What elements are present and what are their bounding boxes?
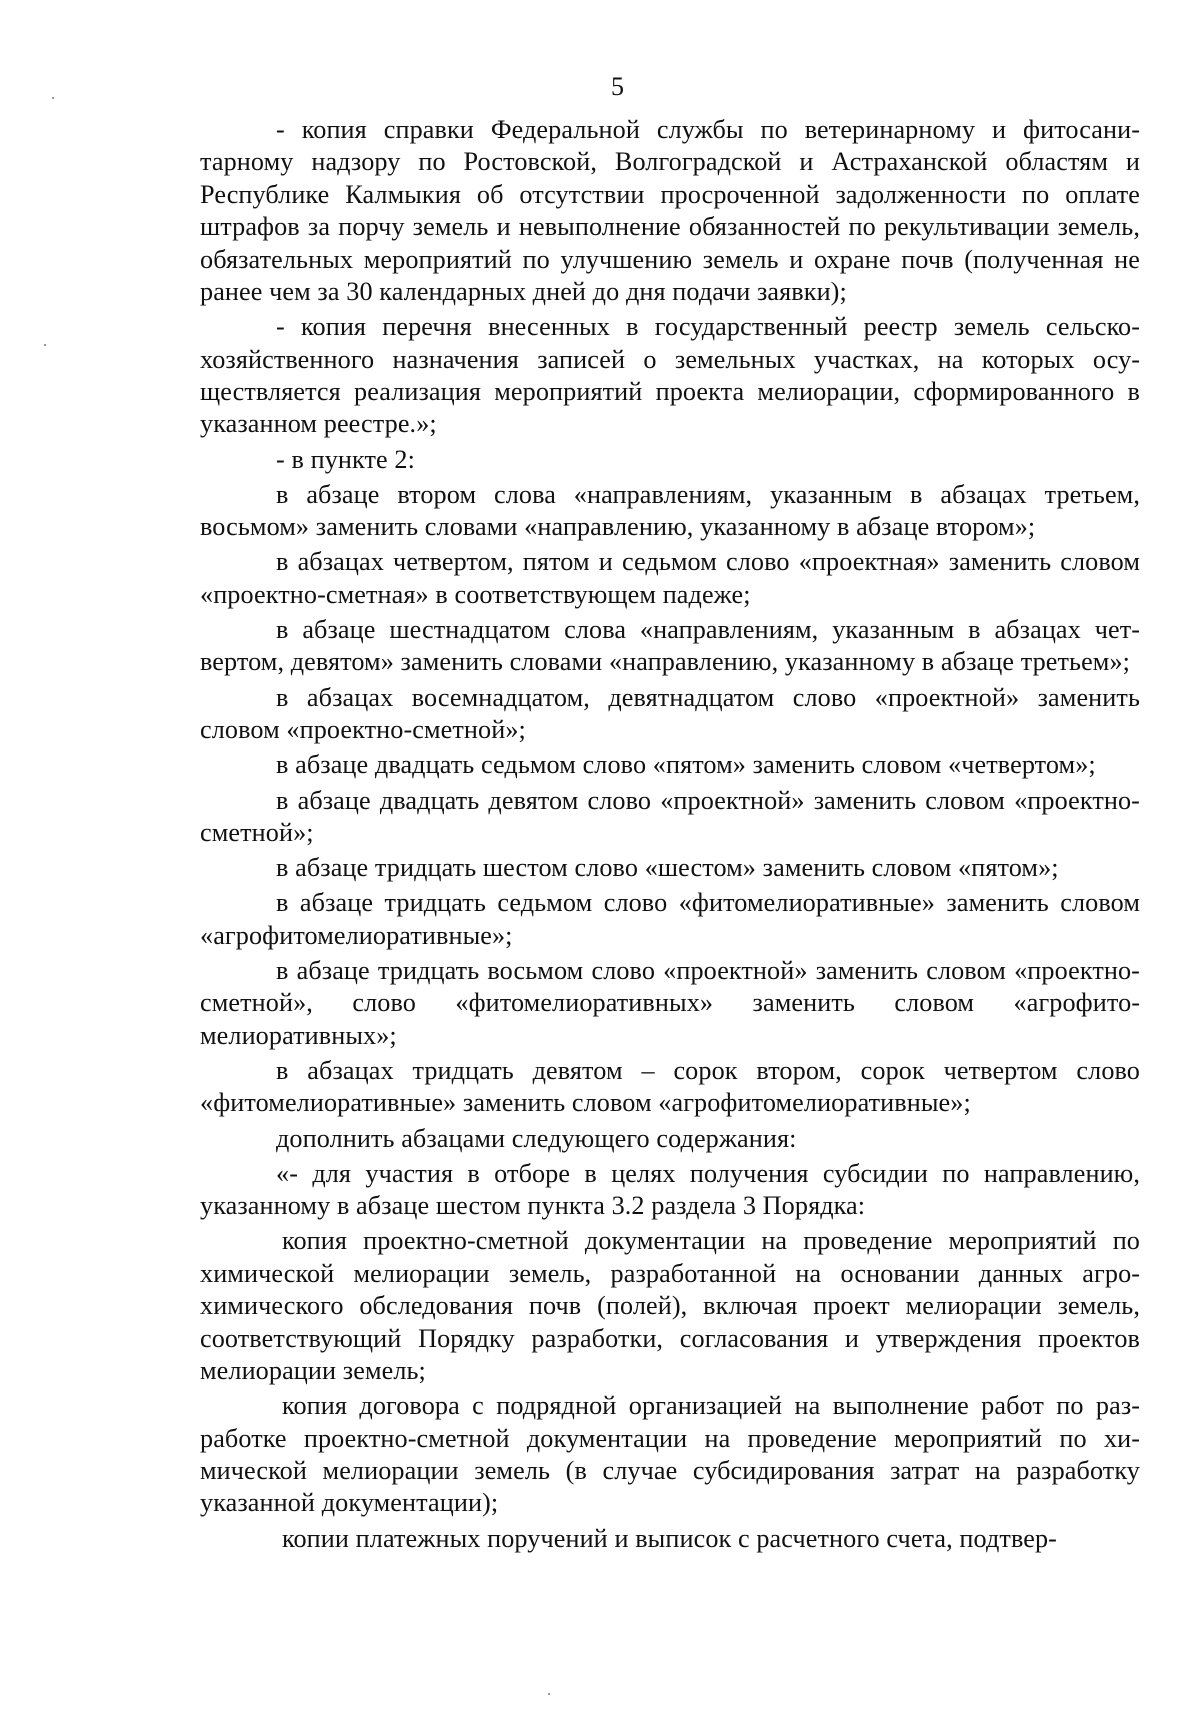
paragraph: в абзацах восемнадцатом, девятнадцатом слово «проектной» заменить словом «проектно-сметной»; [200,682,1140,745]
page-number: 5 [611,72,624,101]
paragraph: в абзацах тридцать девятом – сорок втором, сорок четвертом слово «фитомелиоративные» заменить словом «агрофитомелиоративные»; [200,1055,1140,1118]
paragraph: в абзаце двадцать седьмом слово «пятом» заменить словом «четвертом»; [276,750,1096,780]
paragraph: в абзаце втором слова «направлениям, указанным в абзацах третьем, восьмом» заменить словами «направлению, указанному в абзаце втором»; [200,479,1140,542]
paragraph: - копия справки Федеральной службы по ветеринарному и фитосанитарному надзору по Ростовской, Волгоградской и Астраханской областям и Республике Калмыкия об отсутствии просроченной задолженности по оплате штрафов за порчу земель и невыполнение обязанностей по рекультивации земель, обязательных мероприятий по улучшению земель и охране почв (полученная не ранее чем за 30 календарных дней до дня подачи заявки); [200,115,1140,307]
paragraph: копия проектно-сметной документации на проведение мероприятий по химической мелиорации земель, разработанной на основании данных агрохимического обследования почв (полей), включая проект мелиорации земель, соответствующий Порядку разработки, согласования и утверждения проектов мелиорации земель; [200,1226,1140,1385]
paragraph: копии платежных поручений и выписок с расчетного счета, подтвер- [282,1523,1057,1553]
paragraph: в абзаце тридцать восьмом слово «проектной» заменить словом «проектно-сметной», слово «фитомелиоративных» заменить словом «агрофитомелиоративных»; [200,955,1140,1050]
paragraph: копия договора с подрядной организацией на выполнение работ по разработке проектно-сметной документации на проведение мероприятий по химической мелиорации земель (в случае субсидирования затрат на разработку указанной документации); [200,1391,1140,1518]
paragraph: в абзаце двадцать девятом слово «проектной» заменить словом «проектно-сметной»; [200,785,1140,847]
paragraph: в абзаце тридцать шестом слово «шестом» заменить словом «пятом»; [276,853,1059,883]
paragraph: - копия перечня внесенных в государственный реестр земель сельскохозяйственного назначения записей о земельных участках, на которых осуществляется реализация мероприятий проекта мелиорации, сформированного в указанном реестре.»; [200,312,1140,439]
paragraph: - в пункте 2: [276,444,415,474]
scan-speck [44,344,46,346]
paragraph: в абзаце тридцать седьмом слово «фитомелиоративные» заменить словом «агрофитомелиоративные»; [200,888,1140,950]
scan-speck [548,1693,550,1695]
paragraph: дополнить абзацами следующего содержания: [276,1123,797,1153]
paragraph: в абзаце шестнадцатом слова «направлениям, указанным в абзацах четвертом, девятом» заменить словами «направлению, указанному в абзаце третьем»; [200,615,1140,677]
document-body [200,114,1140,1558]
paragraph: «- для участия в отборе в целях получения субсидии по направлению, указанному в абзаце шестом пункта 3.2 раздела 3 Порядка: [200,1158,1140,1221]
paragraph: в абзацах четвертом, пятом и седьмом слово «проектная» заменить словом «проектно-сметная» в соответствующем падеже; [200,547,1140,609]
